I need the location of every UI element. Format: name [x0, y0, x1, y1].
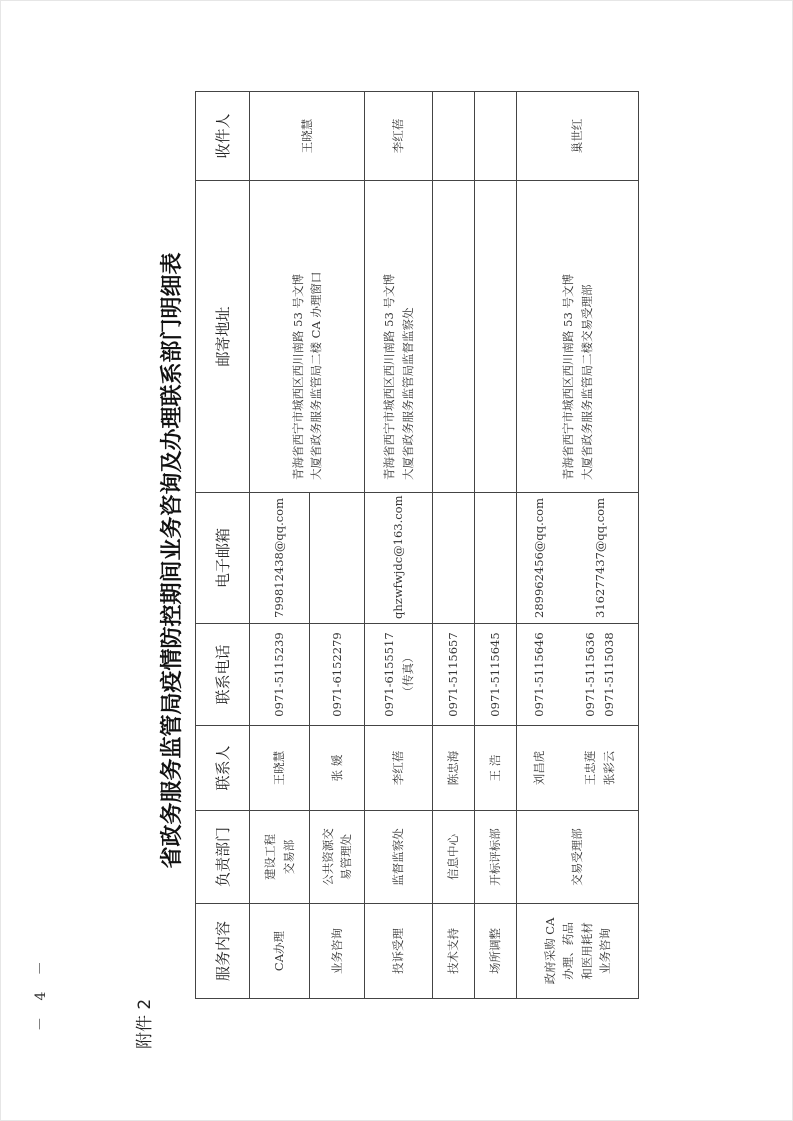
department-cell: 信息中心 [433, 811, 475, 904]
contact-cell: 王忠莲 张彩云 [562, 726, 639, 811]
contact-cell: 李红蓓 [365, 726, 433, 811]
table-row [250, 92, 310, 999]
email-cell: 799812438@qq.com [250, 493, 310, 624]
department-cell: 公共资源交 易管理处 [310, 811, 365, 904]
contact-table [195, 91, 639, 999]
header-row [196, 92, 250, 999]
email-cell [433, 493, 475, 624]
header-service: 服务内容 [196, 904, 250, 999]
department-cell: 监督监察处 [365, 811, 433, 904]
contact-cell: 刘昌虎 [517, 726, 562, 811]
email-cell: 316277437@qq.com [562, 493, 639, 624]
phone-cell: 0971-5115636 0971-5115038 [562, 624, 639, 726]
recipient-cell: 巢世红 [517, 92, 639, 181]
service-cell: 技术支持 [433, 904, 475, 999]
service-cell: 业务咨询 [310, 904, 365, 999]
email-cell: qhzwfwjdc@163.com [365, 493, 433, 624]
table-row [365, 92, 433, 999]
phone-cell: 0971-5115646 [517, 624, 562, 726]
phone-cell: 0971-6152279 [310, 624, 365, 726]
phone-cell: 0971-5115239 [250, 624, 310, 726]
contact-cell: 王晓慧 [250, 726, 310, 811]
email-cell: 289962456@qq.com [517, 493, 562, 624]
phone-cell: 0971-5115645 [475, 624, 517, 726]
department-cell: 建设工程 交易部 [250, 811, 310, 904]
address-cell [433, 181, 475, 493]
header-email: 电子邮箱 [196, 493, 250, 624]
header-department: 负责部门 [196, 811, 250, 904]
header-address: 邮寄地址 [196, 181, 250, 493]
contact-cell: 张 媛 [310, 726, 365, 811]
attachment-label: 附件 2 [135, 998, 155, 1049]
phone-cell: 0971-5115657 [433, 624, 475, 726]
recipient-cell [475, 92, 517, 181]
table-row [517, 92, 562, 999]
header-contact: 联系人 [196, 726, 250, 811]
address-cell [475, 181, 517, 493]
document-title: 省政务服务监管局疫情防控期间业务咨询及办理联系部门明细表 [159, 252, 185, 869]
address-cell: 青海省西宁市城西区西川南路 53 号文博 大厦省政务服务监管局监督监察处 [365, 181, 433, 493]
table-row [433, 92, 475, 999]
page-number: － 4 － [33, 955, 49, 1031]
address-cell: 青海省西宁市城西区西川南路 53 号文博 大厦省政务服务监管局二楼 CA 办理窗口 [250, 181, 365, 493]
department-cell: 开标评标部 [475, 811, 517, 904]
email-cell [475, 493, 517, 624]
table-row [475, 92, 517, 999]
phone-cell: 0971-6155517 （传真） [365, 624, 433, 726]
recipient-cell: 李红蓓 [365, 92, 433, 181]
address-cell: 青海省西宁市城西区西川南路 53 号文博 大厦省政务服务监管局二楼交易受理部 [517, 181, 639, 493]
header-phone: 联系电话 [196, 624, 250, 726]
service-cell: 政府采购 CA 办理、药品 和医用耗材 业务咨询 [517, 904, 639, 999]
recipient-cell [433, 92, 475, 181]
email-cell [310, 493, 365, 624]
service-cell: 投诉受理 [365, 904, 433, 999]
department-cell: 交易受理部 [517, 811, 639, 904]
contact-cell: 王 浩 [475, 726, 517, 811]
recipient-cell: 王晓慧 [250, 92, 365, 181]
header-recipient: 收件人 [196, 92, 250, 181]
service-cell: CA办理 [250, 904, 310, 999]
service-cell: 场所调整 [475, 904, 517, 999]
contact-cell: 陈忠海 [433, 726, 475, 811]
